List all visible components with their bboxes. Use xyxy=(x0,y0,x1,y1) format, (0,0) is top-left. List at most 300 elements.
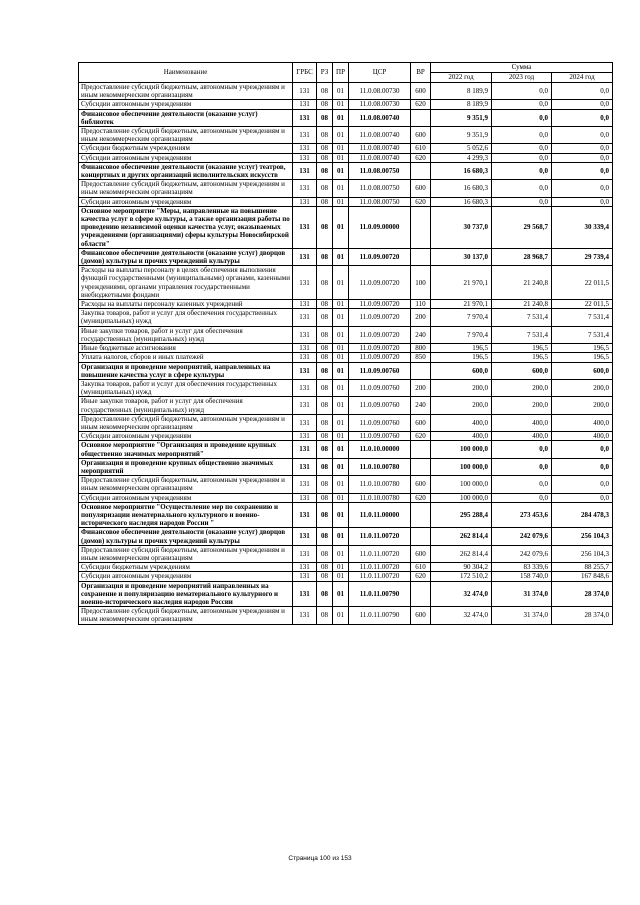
cell-pr: 01 xyxy=(333,581,349,607)
cell-2023: 21 240,8 xyxy=(492,266,552,300)
cell-grbs: 131 xyxy=(293,144,317,153)
cell-2022: 5 052,6 xyxy=(431,144,492,153)
cell-2022: 90 304,2 xyxy=(431,563,492,572)
cell-pr: 01 xyxy=(333,309,349,326)
cell-csr: 11.0.10.00000 xyxy=(349,441,411,458)
cell-2024: 167 848,6 xyxy=(552,572,613,581)
cell-name: Организация и проведение мероприятий направленных на сохранение и популяризацию нематериального культурного и военно-исторического наследия народов России xyxy=(79,581,293,607)
cell-rz: 08 xyxy=(317,581,333,607)
cell-2024: 284 478,3 xyxy=(552,502,613,528)
cell-2024: 256 104,3 xyxy=(552,528,613,545)
header-vr: ВР xyxy=(411,63,431,83)
budget-table xyxy=(78,62,613,625)
cell-pr: 01 xyxy=(333,83,349,100)
cell-grbs: 131 xyxy=(293,572,317,581)
cell-vr: 600 xyxy=(411,607,431,624)
cell-2022: 400,0 xyxy=(431,432,492,441)
cell-grbs: 131 xyxy=(293,153,317,162)
cell-pr: 01 xyxy=(333,109,349,126)
cell-2023: 0,0 xyxy=(492,144,552,153)
cell-vr xyxy=(411,528,431,545)
cell-2024: 0,0 xyxy=(552,127,613,144)
cell-2024: 200,0 xyxy=(552,397,613,414)
cell-vr: 600 xyxy=(411,476,431,493)
cell-grbs: 131 xyxy=(293,197,317,206)
cell-grbs: 131 xyxy=(293,362,317,379)
cell-grbs: 131 xyxy=(293,248,317,265)
cell-2023: 29 568,7 xyxy=(492,206,552,248)
cell-name: Расходы на выплаты персоналу казенных учреждений xyxy=(79,300,293,309)
cell-rz: 08 xyxy=(317,83,333,100)
cell-2022: 100 000,0 xyxy=(431,458,492,475)
cell-name: Основное мероприятие "Меры, направленные на повышение качества услуг в сфере культуры, а также организация работы по проведению независимой оценки качества услуг, оказываемых учреждениями (организациями) сферы культуры Новосибирской области" xyxy=(79,206,293,248)
cell-2022: 262 814,4 xyxy=(431,545,492,562)
cell-2022: 200,0 xyxy=(431,379,492,396)
cell-grbs: 131 xyxy=(293,528,317,545)
cell-grbs: 131 xyxy=(293,100,317,109)
cell-vr: 200 xyxy=(411,379,431,396)
table-row xyxy=(79,397,613,414)
cell-pr: 01 xyxy=(333,248,349,265)
cell-pr: 01 xyxy=(333,607,349,624)
cell-name: Уплата налогов, сборов и иных платежей xyxy=(79,353,293,362)
cell-csr: 11.0.08.00750 xyxy=(349,197,411,206)
cell-pr: 01 xyxy=(333,344,349,353)
cell-name: Иные закупки товаров, работ и услуг для обеспечения государственных (муниципальных) нужд xyxy=(79,397,293,414)
cell-vr xyxy=(411,162,431,179)
cell-grbs: 131 xyxy=(293,266,317,300)
table-header xyxy=(79,63,613,83)
cell-csr: 11.0.10.00780 xyxy=(349,493,411,502)
cell-name: Субсидии автономным учреждениям xyxy=(79,572,293,581)
cell-csr: 11.0.08.00750 xyxy=(349,162,411,179)
table-row xyxy=(79,144,613,153)
cell-vr xyxy=(411,248,431,265)
cell-name: Субсидии автономным учреждениям xyxy=(79,432,293,441)
cell-csr: 11.0.11.00000 xyxy=(349,502,411,528)
cell-grbs: 131 xyxy=(293,458,317,475)
cell-name: Субсидии автономным учреждениям xyxy=(79,197,293,206)
cell-pr: 01 xyxy=(333,326,349,343)
cell-2022: 196,5 xyxy=(431,353,492,362)
cell-name: Финансовое обеспечение деятельности (оказание услуг) библиотек xyxy=(79,109,293,126)
cell-vr xyxy=(411,206,431,248)
cell-2023: 28 968,7 xyxy=(492,248,552,265)
table-row xyxy=(79,545,613,562)
cell-vr xyxy=(411,441,431,458)
cell-2023: 0,0 xyxy=(492,153,552,162)
cell-name: Иные закупки товаров, работ и услуг для обеспечения государственных (муниципальных) нужд xyxy=(79,326,293,343)
cell-vr: 620 xyxy=(411,100,431,109)
header-rz: РЗ xyxy=(317,63,333,83)
cell-rz: 08 xyxy=(317,344,333,353)
cell-pr: 01 xyxy=(333,379,349,396)
cell-vr: 600 xyxy=(411,127,431,144)
cell-2023: 0,0 xyxy=(492,127,552,144)
table-row xyxy=(79,153,613,162)
cell-vr: 620 xyxy=(411,493,431,502)
cell-2024: 0,0 xyxy=(552,153,613,162)
cell-pr: 01 xyxy=(333,441,349,458)
table-row xyxy=(79,432,613,441)
cell-name: Субсидии бюджетным учреждениям xyxy=(79,144,293,153)
cell-2022: 32 474,0 xyxy=(431,581,492,607)
cell-2022: 7 970,4 xyxy=(431,309,492,326)
cell-name: Финансовое обеспечение деятельности (оказание услуг) театров, концертных и других организаций исполнительских искусств xyxy=(79,162,293,179)
cell-pr: 01 xyxy=(333,432,349,441)
header-year-2024: 2024 год xyxy=(552,73,613,83)
cell-vr: 100 xyxy=(411,266,431,300)
table-row xyxy=(79,379,613,396)
cell-vr: 610 xyxy=(411,144,431,153)
cell-grbs: 131 xyxy=(293,326,317,343)
cell-2023: 83 339,6 xyxy=(492,563,552,572)
cell-pr: 01 xyxy=(333,545,349,562)
cell-2024: 0,0 xyxy=(552,441,613,458)
cell-2023: 0,0 xyxy=(492,458,552,475)
table-row xyxy=(79,127,613,144)
cell-grbs: 131 xyxy=(293,379,317,396)
table-row xyxy=(79,493,613,502)
cell-2023: 31 374,0 xyxy=(492,607,552,624)
cell-pr: 01 xyxy=(333,502,349,528)
cell-grbs: 131 xyxy=(293,545,317,562)
page-number: Страница 100 из 153 xyxy=(288,855,352,862)
cell-csr: 11.0.09.00760 xyxy=(349,379,411,396)
cell-2022: 21 970,1 xyxy=(431,266,492,300)
cell-vr: 200 xyxy=(411,309,431,326)
cell-2024: 22 011,5 xyxy=(552,266,613,300)
cell-rz: 08 xyxy=(317,180,333,197)
table-row xyxy=(79,83,613,100)
cell-vr: 610 xyxy=(411,563,431,572)
cell-vr: 620 xyxy=(411,572,431,581)
cell-2022: 32 474,0 xyxy=(431,607,492,624)
cell-vr: 600 xyxy=(411,414,431,431)
cell-grbs: 131 xyxy=(293,476,317,493)
cell-2024: 28 374,0 xyxy=(552,607,613,624)
cell-2024: 0,0 xyxy=(552,109,613,126)
cell-2022: 30 737,0 xyxy=(431,206,492,248)
cell-pr: 01 xyxy=(333,563,349,572)
cell-csr: 11.0.08.00740 xyxy=(349,109,411,126)
cell-vr: 600 xyxy=(411,545,431,562)
cell-2023: 200,0 xyxy=(492,397,552,414)
cell-name: Расходы на выплаты персоналу в целях обеспечения выполнения функций государственными (муниципальными) органами, казенными учреждениями, органами управления государственными внебюджетными фондами xyxy=(79,266,293,300)
cell-grbs: 131 xyxy=(293,109,317,126)
cell-rz: 08 xyxy=(317,458,333,475)
cell-2024: 30 339,4 xyxy=(552,206,613,248)
cell-2023: 0,0 xyxy=(492,476,552,493)
cell-2024: 88 255,7 xyxy=(552,563,613,572)
table-row xyxy=(79,528,613,545)
cell-2023: 0,0 xyxy=(492,180,552,197)
cell-2023: 7 531,4 xyxy=(492,309,552,326)
cell-rz: 08 xyxy=(317,326,333,343)
cell-pr: 01 xyxy=(333,144,349,153)
cell-grbs: 131 xyxy=(293,162,317,179)
cell-2022: 295 288,4 xyxy=(431,502,492,528)
cell-rz: 08 xyxy=(317,248,333,265)
cell-2023: 0,0 xyxy=(492,109,552,126)
cell-rz: 08 xyxy=(317,502,333,528)
cell-rz: 08 xyxy=(317,528,333,545)
cell-pr: 01 xyxy=(333,572,349,581)
cell-csr: 11.0.09.00720 xyxy=(349,266,411,300)
header-pr: ПР xyxy=(333,63,349,83)
cell-rz: 08 xyxy=(317,441,333,458)
cell-2024: 196,5 xyxy=(552,344,613,353)
cell-2022: 8 189,9 xyxy=(431,83,492,100)
table-row xyxy=(79,180,613,197)
cell-grbs: 131 xyxy=(293,309,317,326)
cell-pr: 01 xyxy=(333,493,349,502)
table-body xyxy=(79,83,613,625)
cell-rz: 08 xyxy=(317,545,333,562)
cell-name: Субсидии автономным учреждениям xyxy=(79,493,293,502)
cell-csr: 11.0.08.00740 xyxy=(349,153,411,162)
cell-name: Иные бюджетные ассигнования xyxy=(79,344,293,353)
cell-csr: 11.0.08.00730 xyxy=(349,83,411,100)
cell-grbs: 131 xyxy=(293,397,317,414)
cell-2022: 600,0 xyxy=(431,362,492,379)
cell-csr: 11.0.09.00760 xyxy=(349,432,411,441)
cell-name: Предоставление субсидий бюджетным, автономным учреждениям и иным некоммерческим организациям xyxy=(79,607,293,624)
cell-csr: 11.0.10.00780 xyxy=(349,476,411,493)
cell-vr: 800 xyxy=(411,344,431,353)
cell-grbs: 131 xyxy=(293,414,317,431)
cell-grbs: 131 xyxy=(293,180,317,197)
cell-2024: 400,0 xyxy=(552,414,613,431)
cell-vr: 240 xyxy=(411,326,431,343)
document-page xyxy=(78,62,612,625)
cell-name: Организация и проведение крупных общественно значимых мероприятий xyxy=(79,458,293,475)
cell-2024: 0,0 xyxy=(552,162,613,179)
cell-2022: 100 000,0 xyxy=(431,493,492,502)
cell-rz: 08 xyxy=(317,153,333,162)
cell-vr: 240 xyxy=(411,397,431,414)
cell-vr: 600 xyxy=(411,180,431,197)
cell-name: Предоставление субсидий бюджетным, автономным учреждениям и иным некоммерческим организациям xyxy=(79,180,293,197)
cell-pr: 01 xyxy=(333,153,349,162)
table-row xyxy=(79,441,613,458)
cell-2022: 4 299,3 xyxy=(431,153,492,162)
cell-2023: 7 531,4 xyxy=(492,326,552,343)
cell-rz: 08 xyxy=(317,432,333,441)
table-row xyxy=(79,353,613,362)
cell-csr: 11.0.09.00760 xyxy=(349,397,411,414)
cell-2024: 0,0 xyxy=(552,180,613,197)
cell-2024: 0,0 xyxy=(552,493,613,502)
table-row xyxy=(79,476,613,493)
header-csr: ЦСР xyxy=(349,63,411,83)
table-row xyxy=(79,458,613,475)
table-row xyxy=(79,100,613,109)
cell-pr: 01 xyxy=(333,266,349,300)
table-row xyxy=(79,162,613,179)
cell-rz: 08 xyxy=(317,362,333,379)
cell-csr: 11.0.08.00740 xyxy=(349,127,411,144)
cell-grbs: 131 xyxy=(293,353,317,362)
cell-2024: 28 374,0 xyxy=(552,581,613,607)
table-row xyxy=(79,362,613,379)
header-grbs: ГРБС xyxy=(293,63,317,83)
cell-2024: 0,0 xyxy=(552,83,613,100)
cell-csr: 11.0.08.00740 xyxy=(349,144,411,153)
cell-2024: 0,0 xyxy=(552,458,613,475)
table-row xyxy=(79,300,613,309)
cell-pr: 01 xyxy=(333,414,349,431)
table-row xyxy=(79,502,613,528)
cell-2022: 100 000,0 xyxy=(431,476,492,493)
cell-csr: 11.0.11.00720 xyxy=(349,572,411,581)
header-year-2023: 2023 год xyxy=(492,73,552,83)
cell-rz: 08 xyxy=(317,414,333,431)
cell-rz: 08 xyxy=(317,476,333,493)
table-row xyxy=(79,344,613,353)
cell-grbs: 131 xyxy=(293,432,317,441)
cell-vr: 620 xyxy=(411,153,431,162)
cell-2023: 242 079,6 xyxy=(492,545,552,562)
cell-vr: 620 xyxy=(411,432,431,441)
cell-2024: 256 104,3 xyxy=(552,545,613,562)
cell-rz: 08 xyxy=(317,206,333,248)
cell-rz: 08 xyxy=(317,197,333,206)
cell-csr: 11.0.09.00720 xyxy=(349,309,411,326)
header-sum: Сумма xyxy=(431,63,613,73)
cell-vr xyxy=(411,502,431,528)
cell-2022: 200,0 xyxy=(431,397,492,414)
cell-name: Субсидии автономным учреждениям xyxy=(79,100,293,109)
cell-csr: 11.0.09.00720 xyxy=(349,344,411,353)
table-row xyxy=(79,248,613,265)
cell-rz: 08 xyxy=(317,300,333,309)
cell-2024: 200,0 xyxy=(552,379,613,396)
cell-2023: 273 453,6 xyxy=(492,502,552,528)
cell-grbs: 131 xyxy=(293,344,317,353)
cell-2024: 29 739,4 xyxy=(552,248,613,265)
cell-2023: 0,0 xyxy=(492,162,552,179)
cell-grbs: 131 xyxy=(293,206,317,248)
cell-pr: 01 xyxy=(333,180,349,197)
cell-name: Предоставление субсидий бюджетным, автономным учреждениям и иным некоммерческим организациям xyxy=(79,545,293,562)
cell-2023: 400,0 xyxy=(492,432,552,441)
cell-csr: 11.0.09.00720 xyxy=(349,300,411,309)
cell-name: Финансовое обеспечение деятельности (оказание услуг) дворцов (домов) культуры и прочих учреждений культуры xyxy=(79,248,293,265)
cell-pr: 01 xyxy=(333,476,349,493)
table-row xyxy=(79,563,613,572)
cell-2022: 7 970,4 xyxy=(431,326,492,343)
cell-grbs: 131 xyxy=(293,502,317,528)
cell-2023: 196,5 xyxy=(492,344,552,353)
cell-2022: 16 680,3 xyxy=(431,197,492,206)
cell-2024: 7 531,4 xyxy=(552,326,613,343)
cell-vr xyxy=(411,362,431,379)
cell-rz: 08 xyxy=(317,563,333,572)
cell-name: Закупка товаров, работ и услуг для обеспечения государственных (муниципальных) нужд xyxy=(79,309,293,326)
cell-2024: 0,0 xyxy=(552,144,613,153)
cell-pr: 01 xyxy=(333,300,349,309)
table-row xyxy=(79,572,613,581)
cell-grbs: 131 xyxy=(293,581,317,607)
cell-grbs: 131 xyxy=(293,300,317,309)
cell-rz: 08 xyxy=(317,266,333,300)
cell-2023: 0,0 xyxy=(492,493,552,502)
cell-2024: 400,0 xyxy=(552,432,613,441)
cell-csr: 11.0.11.00790 xyxy=(349,581,411,607)
cell-csr: 11.0.09.00760 xyxy=(349,414,411,431)
cell-pr: 01 xyxy=(333,397,349,414)
cell-grbs: 131 xyxy=(293,607,317,624)
cell-csr: 11.0.09.00000 xyxy=(349,206,411,248)
cell-pr: 01 xyxy=(333,353,349,362)
cell-csr: 11.0.09.00720 xyxy=(349,326,411,343)
cell-pr: 01 xyxy=(333,528,349,545)
cell-csr: 11.0.09.00720 xyxy=(349,248,411,265)
cell-name: Предоставление субсидий бюджетным, автономным учреждениям и иным некоммерческим организациям xyxy=(79,476,293,493)
cell-2024: 0,0 xyxy=(552,197,613,206)
table-row xyxy=(79,109,613,126)
cell-name: Основное мероприятие "Осуществление мер по сохранению и популяризации нематериального культурного и военно-исторического наследия народов России " xyxy=(79,502,293,528)
cell-vr: 620 xyxy=(411,197,431,206)
cell-csr: 11.0.09.00720 xyxy=(349,353,411,362)
cell-2022: 16 680,3 xyxy=(431,162,492,179)
cell-grbs: 131 xyxy=(293,127,317,144)
cell-rz: 08 xyxy=(317,379,333,396)
cell-2023: 600,0 xyxy=(492,362,552,379)
table-row xyxy=(79,581,613,607)
cell-2023: 400,0 xyxy=(492,414,552,431)
table-row xyxy=(79,266,613,300)
cell-vr: 600 xyxy=(411,83,431,100)
cell-csr: 11.0.11.00790 xyxy=(349,607,411,624)
cell-2022: 400,0 xyxy=(431,414,492,431)
cell-name: Предоставление субсидий бюджетным, автономным учреждениям и иным некоммерческим организациям xyxy=(79,83,293,100)
cell-2023: 31 374,0 xyxy=(492,581,552,607)
cell-name: Закупка товаров, работ и услуг для обеспечения государственных (муниципальных) нужд xyxy=(79,379,293,396)
cell-2022: 8 189,9 xyxy=(431,100,492,109)
cell-csr: 11.0.08.00750 xyxy=(349,180,411,197)
cell-pr: 01 xyxy=(333,458,349,475)
cell-2022: 9 351,9 xyxy=(431,109,492,126)
cell-grbs: 131 xyxy=(293,441,317,458)
cell-pr: 01 xyxy=(333,127,349,144)
cell-2024: 0,0 xyxy=(552,100,613,109)
table-row xyxy=(79,326,613,343)
header-name: Наименование xyxy=(79,63,293,83)
cell-grbs: 131 xyxy=(293,493,317,502)
cell-csr: 11.0.11.00720 xyxy=(349,545,411,562)
cell-2022: 196,5 xyxy=(431,344,492,353)
table-row xyxy=(79,607,613,624)
cell-name: Организация и проведение мероприятий, направленных на повышение качества услуг в сфере культуры xyxy=(79,362,293,379)
cell-2023: 0,0 xyxy=(492,197,552,206)
cell-vr: 110 xyxy=(411,300,431,309)
cell-name: Субсидии бюджетным учреждениям xyxy=(79,563,293,572)
cell-2023: 0,0 xyxy=(492,441,552,458)
cell-rz: 08 xyxy=(317,572,333,581)
cell-name: Финансовое обеспечение деятельности (оказание услуг) дворцов (домов) культуры и прочих учреждений культуры xyxy=(79,528,293,545)
cell-vr xyxy=(411,581,431,607)
cell-2022: 100 000,0 xyxy=(431,441,492,458)
header-year-2022: 2022 год xyxy=(431,73,492,83)
cell-2022: 9 351,9 xyxy=(431,127,492,144)
cell-name: Основное мероприятие "Организация и проведение крупных общественно значимых мероприятий" xyxy=(79,441,293,458)
cell-2022: 30 137,0 xyxy=(431,248,492,265)
cell-grbs: 131 xyxy=(293,563,317,572)
cell-vr: 850 xyxy=(411,353,431,362)
cell-pr: 01 xyxy=(333,162,349,179)
